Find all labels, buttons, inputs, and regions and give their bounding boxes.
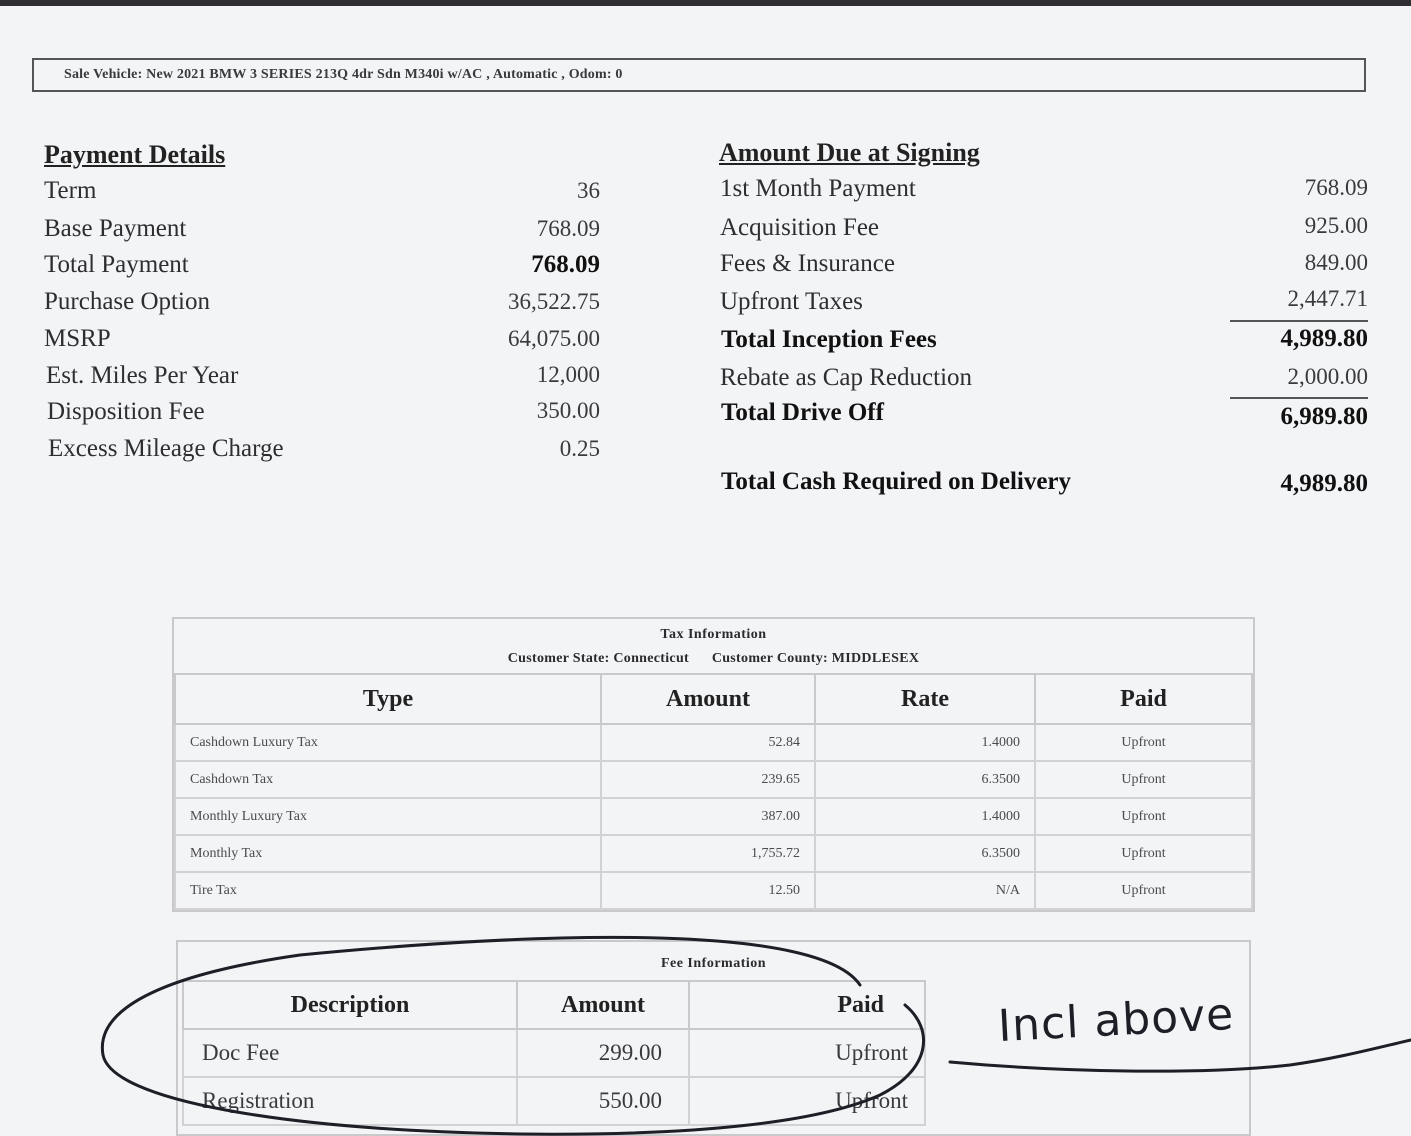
fee-paid: Upfront: [689, 1029, 925, 1077]
rebate-value: 2,000.00: [1287, 364, 1368, 389]
miles-per-year-label: Est. Miles Per Year: [46, 362, 239, 389]
amount-due-heading: Amount Due at Signing: [719, 138, 980, 167]
tax-type: Monthly Tax: [175, 835, 601, 872]
total-inception-value: 4,989.80: [1280, 325, 1368, 352]
tax-amount: 12.50: [601, 872, 815, 909]
total-cash-label: Total Cash Required on Delivery: [721, 468, 1072, 495]
tax-rate: 6.3500: [815, 835, 1035, 872]
total-drive-off-value: 6,989.80: [1280, 403, 1368, 430]
tax-paid: Upfront: [1035, 798, 1252, 835]
customer-state: Customer State: Connecticut: [507, 651, 689, 666]
total-inception-label: Total Inception Fees: [721, 326, 937, 353]
tax-paid: Upfront: [1035, 724, 1252, 761]
tax-paid: Upfront: [1035, 835, 1252, 872]
purchase-option-label: Purchase Option: [44, 288, 210, 315]
fee-col-amount: Amount: [517, 981, 689, 1029]
tax-rate: N/A: [815, 872, 1035, 909]
tax-information-title: Tax Information: [660, 627, 767, 642]
term-value: 36: [577, 178, 600, 203]
tax-amount: 1,755.72: [601, 835, 815, 872]
total-payment-value: 768.09: [531, 251, 600, 278]
tax-rate: 6.3500: [815, 761, 1035, 798]
first-month-value: 768.09: [1304, 175, 1368, 200]
excess-mileage-label: Excess Mileage Charge: [48, 435, 284, 462]
msrp-value: 64,075.00: [508, 326, 600, 351]
tax-amount: 387.00: [601, 798, 815, 835]
tax-paid: Upfront: [1035, 872, 1252, 909]
msrp-label: MSRP: [44, 325, 111, 352]
tax-type: Cashdown Luxury Tax: [175, 724, 601, 761]
term-label: Term: [44, 177, 97, 204]
purchase-option-value: 36,522.75: [508, 289, 600, 314]
vehicle-line: Sale Vehicle: New 2021 BMW 3 SERIES 213Q 4dr Sdn M340i w/AC , Automatic , Odom: 0: [32, 58, 1366, 92]
tax-type: Tire Tax: [175, 872, 601, 909]
total-drive-off-label: Total Drive Off: [721, 399, 884, 426]
payment-details-heading: Payment Details: [44, 140, 226, 169]
tax-col-amount: Amount: [601, 674, 815, 724]
tax-type: Monthly Luxury Tax: [175, 798, 601, 835]
handwritten-note: Incl above: [996, 988, 1236, 1053]
tax-type: Cashdown Tax: [175, 761, 601, 798]
tax-col-rate: Rate: [815, 674, 1035, 724]
fee-paid: Upfront: [689, 1077, 925, 1125]
tax-amount: 239.65: [601, 761, 815, 798]
base-payment-label: Base Payment: [44, 215, 187, 242]
tax-col-paid: Paid: [1035, 674, 1252, 724]
upfront-taxes-value: 2,447.71: [1287, 286, 1368, 311]
fee-amount: 299.00: [517, 1029, 689, 1077]
tax-rate: 1.4000: [815, 798, 1035, 835]
customer-county: Customer County: MIDDLESEX: [711, 651, 920, 666]
tax-rate: 1.4000: [815, 724, 1035, 761]
acquisition-fee-value: 925.00: [1304, 213, 1368, 238]
total-payment-label: Total Payment: [44, 251, 189, 278]
fee-description: Doc Fee: [183, 1029, 517, 1077]
fees-insurance-value: 849.00: [1304, 250, 1368, 275]
fee-description: Registration: [183, 1077, 517, 1125]
rebate-label: Rebate as Cap Reduction: [720, 364, 973, 391]
miles-per-year-value: 12,000: [536, 362, 600, 387]
acquisition-fee-label: Acquisition Fee: [720, 214, 880, 241]
tax-col-type: Type: [175, 674, 601, 724]
fee-amount: 550.00: [517, 1077, 689, 1125]
tax-paid: Upfront: [1035, 761, 1252, 798]
base-payment-value: 768.09: [536, 216, 600, 241]
fee-col-paid: Paid: [689, 981, 925, 1029]
fee-information-title: Fee Information: [660, 956, 767, 971]
circle-annotation: [102, 937, 923, 1134]
fees-insurance-label: Fees & Insurance: [720, 250, 895, 277]
first-month-label: 1st Month Payment: [720, 175, 916, 202]
disposition-fee-label: Disposition Fee: [47, 398, 205, 425]
excess-mileage-value: 0.25: [559, 436, 600, 461]
upfront-taxes-label: Upfront Taxes: [720, 288, 863, 315]
tax-amount: 52.84: [601, 724, 815, 761]
fee-col-description: Description: [183, 981, 517, 1029]
total-cash-value: 4,989.80: [1280, 470, 1368, 497]
disposition-fee-value: 350.00: [536, 398, 600, 423]
